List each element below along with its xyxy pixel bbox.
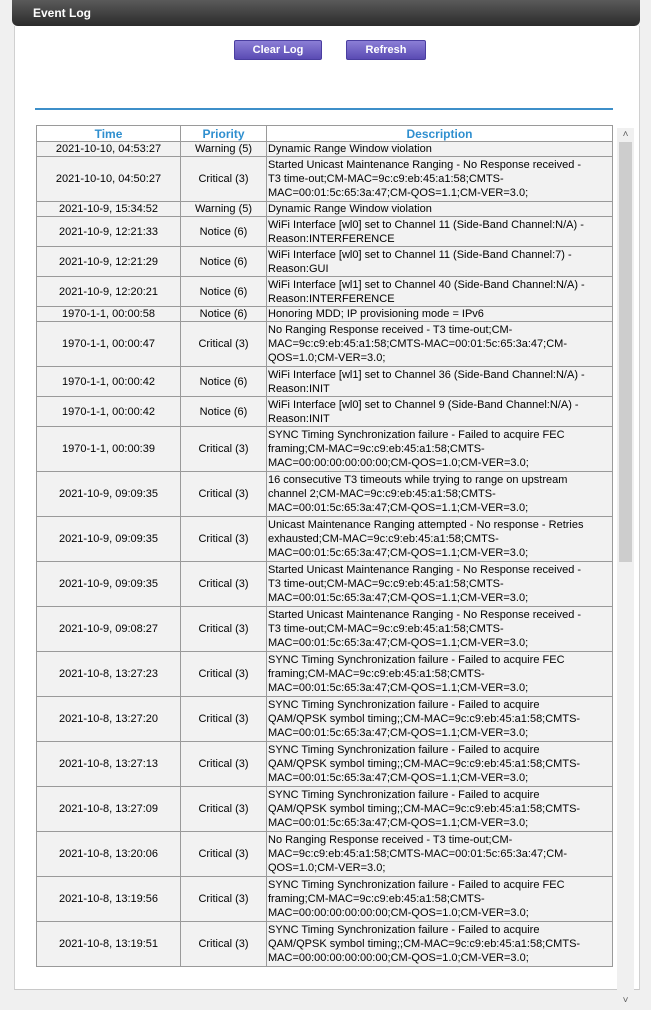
cell-time: 2021-10-9, 09:09:35 bbox=[37, 517, 181, 562]
description-line: No Ranging Response received - T3 time-out;CM- bbox=[268, 324, 513, 336]
cell-time: 2021-10-8, 13:27:20 bbox=[37, 697, 181, 742]
cell-time: 2021-10-10, 04:53:27 bbox=[37, 142, 181, 157]
table-row bbox=[37, 787, 613, 832]
cell-description bbox=[267, 922, 613, 967]
cell-time: 2021-10-8, 13:19:56 bbox=[37, 877, 181, 922]
description-line: T3 time-out;CM-MAC=9c:c9:eb:45:a1:58;CMTS- bbox=[268, 173, 504, 185]
description-line: QAM/QPSK symbol timing;;CM-MAC=9c:c9:eb:45:a1:58;CMTS- bbox=[268, 938, 581, 950]
table-row bbox=[37, 427, 613, 472]
description-line: Started Unicast Maintenance Ranging - No Response received - bbox=[268, 609, 582, 621]
cell-time: 2021-10-9, 09:09:35 bbox=[37, 472, 181, 517]
description-line: WiFi Interface [wl1] set to Channel 36 (Side-Band Channel:N/A) - bbox=[268, 368, 585, 381]
table-row bbox=[37, 832, 613, 877]
cell-priority: Critical (3) bbox=[181, 922, 267, 967]
cell-priority: Critical (3) bbox=[181, 562, 267, 607]
cell-priority: Critical (3) bbox=[181, 877, 267, 922]
cell-description bbox=[267, 397, 613, 427]
table-row bbox=[37, 607, 613, 652]
cell-priority: Notice (6) bbox=[181, 397, 267, 427]
table-row bbox=[37, 517, 613, 562]
cell-time: 2021-10-9, 12:20:21 bbox=[37, 277, 181, 307]
description-line: QAM/QPSK symbol timing;;CM-MAC=9c:c9:eb:45:a1:58;CMTS- bbox=[268, 713, 581, 725]
description-line: MAC=00:01:5c:65:3a:47;CM-QOS=1.1;CM-VER=3.0; bbox=[268, 637, 529, 649]
cell-description bbox=[267, 517, 613, 562]
description-line: Reason:GUI bbox=[268, 262, 329, 275]
cell-time: 1970-1-1, 00:00:58 bbox=[37, 307, 181, 322]
cell-description bbox=[267, 157, 613, 202]
cell-priority: Notice (6) bbox=[181, 307, 267, 322]
description-line: SYNC Timing Synchronization failure - Failed to acquire bbox=[268, 744, 540, 756]
description-line: QAM/QPSK symbol timing;;CM-MAC=9c:c9:eb:45:a1:58;CMTS- bbox=[268, 758, 581, 770]
description-line: MAC=00:00:00:00:00:00;CM-QOS=1.0;CM-VER=3.0; bbox=[268, 907, 529, 919]
event-log-panel bbox=[14, 26, 640, 1006]
cell-description bbox=[267, 427, 613, 472]
description-line: SYNC Timing Synchronization failure - Failed to acquire bbox=[268, 924, 540, 936]
vertical-scrollbar[interactable] bbox=[617, 128, 634, 1008]
description-line: MAC=00:01:5c:65:3a:47;CM-QOS=1.1;CM-VER=3.0; bbox=[268, 547, 529, 559]
description-line: Dynamic Range Window violation bbox=[268, 143, 432, 155]
cell-time: 1970-1-1, 00:00:47 bbox=[37, 322, 181, 367]
scroll-down-arrow-icon[interactable]: ˅ bbox=[622, 995, 629, 1006]
event-log-table bbox=[36, 125, 613, 967]
event-log-title-bar bbox=[12, 0, 640, 26]
table-row bbox=[37, 652, 613, 697]
description-line: MAC=00:01:5c:65:3a:47;CM-QOS=1.1;CM-VER=3.0; bbox=[268, 772, 529, 784]
description-line: MAC=00:01:5c:65:3a:47;CM-QOS=1.1;CM-VER=3.0; bbox=[268, 187, 529, 199]
description-line: SYNC Timing Synchronization failure - Failed to acquire FEC bbox=[268, 879, 565, 891]
description-line: Reason:INIT bbox=[268, 412, 330, 425]
cell-description bbox=[267, 652, 613, 697]
cell-time: 1970-1-1, 00:00:42 bbox=[37, 367, 181, 397]
cell-description bbox=[267, 787, 613, 832]
description-line: No Ranging Response received - T3 time-out;CM- bbox=[268, 834, 513, 846]
description-line: T3 time-out;CM-MAC=9c:c9:eb:45:a1:58;CMTS- bbox=[268, 623, 504, 635]
table-row bbox=[37, 367, 613, 397]
description-line: MAC=00:01:5c:65:3a:47;CM-QOS=1.1;CM-VER=3.0; bbox=[268, 727, 529, 739]
description-line: Started Unicast Maintenance Ranging - No Response received - bbox=[268, 159, 582, 171]
cell-time: 2021-10-8, 13:20:06 bbox=[37, 832, 181, 877]
cell-description bbox=[267, 472, 613, 517]
description-line: 16 consecutive T3 timeouts while trying to range on upstream bbox=[268, 474, 568, 486]
cell-time: 2021-10-9, 15:34:52 bbox=[37, 202, 181, 217]
cell-time: 2021-10-9, 12:21:33 bbox=[37, 217, 181, 247]
table-row bbox=[37, 307, 613, 322]
cell-time: 2021-10-8, 13:27:09 bbox=[37, 787, 181, 832]
table-row bbox=[37, 472, 613, 517]
description-line: Honoring MDD; IP provisioning mode = IPv6 bbox=[268, 308, 484, 320]
description-line: QOS=1.0;CM-VER=3.0; bbox=[268, 352, 386, 364]
cell-priority: Critical (3) bbox=[181, 472, 267, 517]
cell-priority: Critical (3) bbox=[181, 427, 267, 472]
description-line: MAC=9c:c9:eb:45:a1:58;CMTS-MAC=00:01:5c:65:3a:47;CM- bbox=[268, 338, 567, 350]
description-line: framing;CM-MAC=9c:c9:eb:45:a1:58;CMTS- bbox=[268, 893, 485, 905]
description-line: QOS=1.0;CM-VER=3.0; bbox=[268, 862, 386, 874]
refresh-button[interactable]: Refresh bbox=[346, 40, 426, 60]
description-line: Reason:INTERFERENCE bbox=[268, 232, 395, 245]
description-line: SYNC Timing Synchronization failure - Failed to acquire FEC bbox=[268, 429, 565, 441]
description-line: WiFi Interface [wl0] set to Channel 9 (Side-Band Channel:N/A) - bbox=[268, 398, 579, 411]
scroll-up-arrow-icon[interactable]: ˄ bbox=[622, 129, 629, 140]
description-line: SYNC Timing Synchronization failure - Failed to acquire bbox=[268, 699, 540, 711]
cell-priority: Critical (3) bbox=[181, 652, 267, 697]
cell-description bbox=[267, 877, 613, 922]
cell-time: 1970-1-1, 00:00:42 bbox=[37, 397, 181, 427]
cell-priority: Warning (5) bbox=[181, 142, 267, 157]
description-line: framing;CM-MAC=9c:c9:eb:45:a1:58;CMTS- bbox=[268, 443, 485, 455]
description-line: SYNC Timing Synchronization failure - Failed to acquire bbox=[268, 789, 540, 801]
cell-time: 2021-10-9, 12:21:29 bbox=[37, 247, 181, 277]
description-line: Dynamic Range Window violation bbox=[268, 203, 432, 215]
log-scroll-area[interactable] bbox=[35, 110, 635, 1010]
description-line: MAC=00:01:5c:65:3a:47;CM-QOS=1.1;CM-VER=3.0; bbox=[268, 817, 529, 829]
table-row bbox=[37, 397, 613, 427]
cell-description bbox=[267, 322, 613, 367]
cell-time: 2021-10-9, 09:08:27 bbox=[37, 607, 181, 652]
description-line: Reason:INIT bbox=[268, 382, 330, 395]
description-line: SYNC Timing Synchronization failure - Failed to acquire FEC bbox=[268, 654, 565, 666]
table-row bbox=[37, 697, 613, 742]
cell-priority: Notice (6) bbox=[181, 367, 267, 397]
cell-description bbox=[267, 562, 613, 607]
cell-time: 2021-10-10, 04:50:27 bbox=[37, 157, 181, 202]
description-line: Reason:INTERFERENCE bbox=[268, 292, 395, 305]
description-line: channel 2;CM-MAC=9c:c9:eb:45:a1:58;CMTS- bbox=[268, 488, 496, 500]
table-header-row bbox=[37, 126, 613, 142]
description-line: WiFi Interface [wl0] set to Channel 11 (Side-Band Channel:7) - bbox=[268, 248, 572, 261]
description-line: MAC=9c:c9:eb:45:a1:58;CMTS-MAC=00:01:5c:65:3a:47;CM- bbox=[268, 848, 567, 860]
table-row bbox=[37, 562, 613, 607]
cell-description bbox=[267, 832, 613, 877]
description-line: WiFi Interface [wl1] set to Channel 40 (Side-Band Channel:N/A) - bbox=[268, 278, 585, 291]
description-line: QAM/QPSK symbol timing;;CM-MAC=9c:c9:eb:45:a1:58;CMTS- bbox=[268, 803, 581, 815]
description-line: exhausted;CM-MAC=9c:c9:eb:45:a1:58;CMTS- bbox=[268, 533, 499, 545]
cell-priority: Notice (6) bbox=[181, 247, 267, 277]
cell-priority: Critical (3) bbox=[181, 607, 267, 652]
table-row bbox=[37, 277, 613, 307]
cell-priority: Critical (3) bbox=[181, 697, 267, 742]
cell-description bbox=[267, 607, 613, 652]
description-line: MAC=00:01:5c:65:3a:47;CM-QOS=1.1;CM-VER=3.0; bbox=[268, 592, 529, 604]
table-row bbox=[37, 322, 613, 367]
column-header-description[interactable]: Description bbox=[267, 126, 613, 142]
description-line: Unicast Maintenance Ranging attempted - No response - Retries bbox=[268, 519, 584, 531]
description-line: MAC=00:00:00:00:00:00;CM-QOS=1.0;CM-VER=3.0; bbox=[268, 952, 529, 964]
cell-description bbox=[267, 367, 613, 397]
cell-description bbox=[267, 247, 613, 277]
table-row bbox=[37, 202, 613, 217]
cell-priority: Critical (3) bbox=[181, 157, 267, 202]
cell-priority: Notice (6) bbox=[181, 277, 267, 307]
cell-priority: Critical (3) bbox=[181, 832, 267, 877]
cell-description bbox=[267, 202, 613, 217]
cell-priority: Critical (3) bbox=[181, 322, 267, 367]
description-line: T3 time-out;CM-MAC=9c:c9:eb:45:a1:58;CMTS- bbox=[268, 578, 504, 590]
cell-time: 2021-10-8, 13:27:23 bbox=[37, 652, 181, 697]
cell-description bbox=[267, 217, 613, 247]
scrollbar-thumb[interactable] bbox=[619, 142, 632, 562]
table-row bbox=[37, 157, 613, 202]
description-line: framing;CM-MAC=9c:c9:eb:45:a1:58;CMTS- bbox=[268, 668, 485, 680]
cell-time: 1970-1-1, 00:00:39 bbox=[37, 427, 181, 472]
page-title: Event Log bbox=[33, 6, 92, 20]
description-line: MAC=00:01:5c:65:3a:47;CM-QOS=1.1;CM-VER=3.0; bbox=[268, 682, 529, 694]
description-line: WiFi Interface [wl0] set to Channel 11 (Side-Band Channel:N/A) - bbox=[268, 218, 584, 231]
table-row bbox=[37, 742, 613, 787]
cell-time: 2021-10-9, 09:09:35 bbox=[37, 562, 181, 607]
table-row bbox=[37, 922, 613, 967]
cell-description bbox=[267, 142, 613, 157]
cell-description bbox=[267, 307, 613, 322]
description-line: MAC=00:00:00:00:00:00;CM-QOS=1.0;CM-VER=3.0; bbox=[268, 457, 529, 469]
cell-description bbox=[267, 277, 613, 307]
cell-priority: Critical (3) bbox=[181, 742, 267, 787]
cell-description bbox=[267, 697, 613, 742]
column-header-time[interactable]: Time bbox=[37, 126, 181, 142]
table-row bbox=[37, 877, 613, 922]
column-header-priority[interactable]: Priority bbox=[181, 126, 267, 142]
cell-priority: Warning (5) bbox=[181, 202, 267, 217]
cell-priority: Notice (6) bbox=[181, 217, 267, 247]
table-row bbox=[37, 247, 613, 277]
description-line: Started Unicast Maintenance Ranging - No Response received - bbox=[268, 564, 582, 576]
description-line: MAC=00:01:5c:65:3a:47;CM-QOS=1.1;CM-VER=3.0; bbox=[268, 502, 529, 514]
cell-time: 2021-10-8, 13:19:51 bbox=[37, 922, 181, 967]
cell-description bbox=[267, 742, 613, 787]
cell-priority: Critical (3) bbox=[181, 787, 267, 832]
cell-time: 2021-10-8, 13:27:13 bbox=[37, 742, 181, 787]
table-row bbox=[37, 142, 613, 157]
table-row bbox=[37, 217, 613, 247]
clear-log-button[interactable]: Clear Log bbox=[234, 40, 322, 60]
cell-priority: Critical (3) bbox=[181, 517, 267, 562]
